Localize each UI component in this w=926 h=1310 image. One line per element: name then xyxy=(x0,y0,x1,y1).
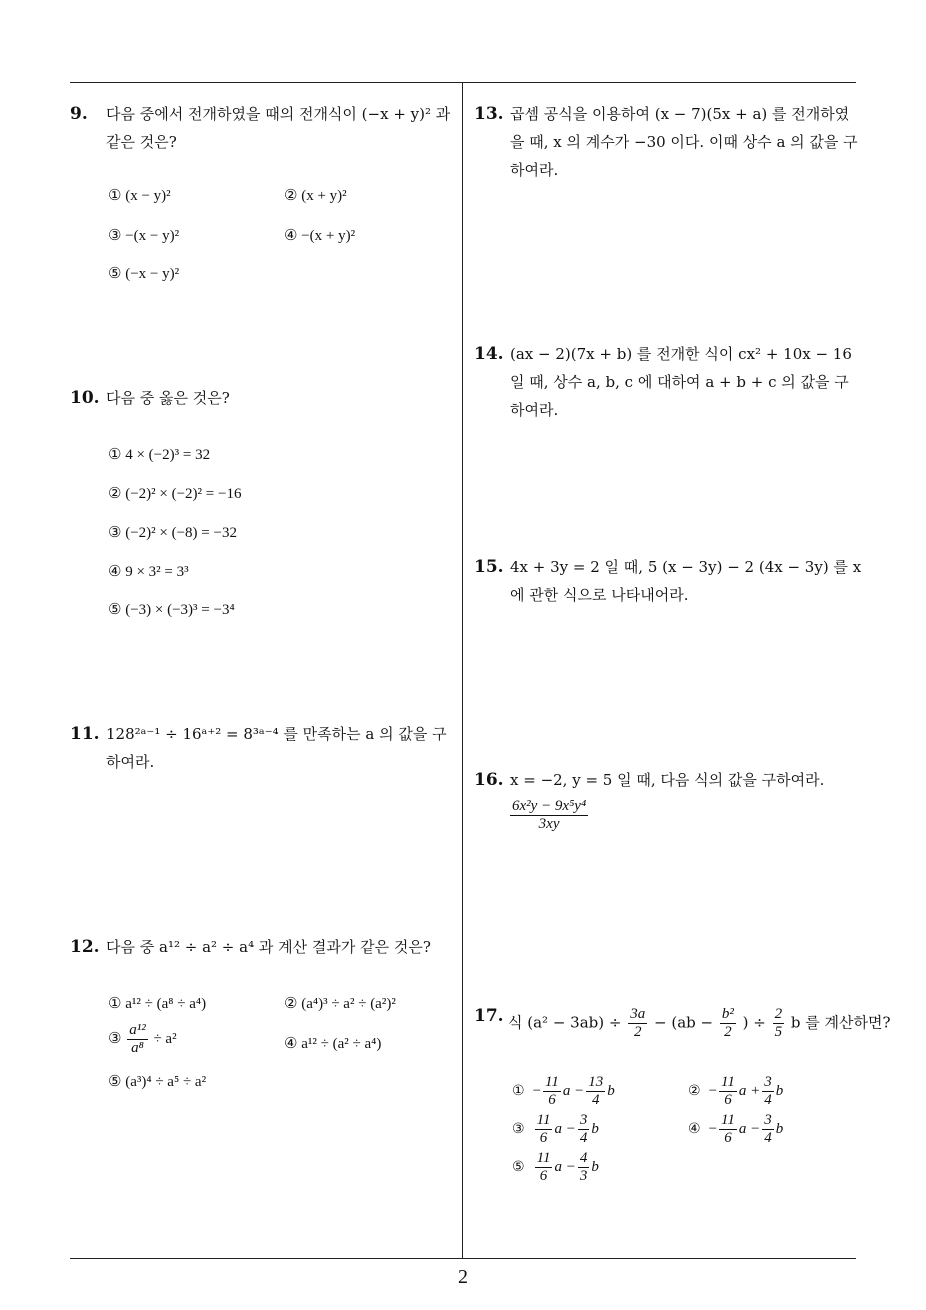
question-16 xyxy=(474,766,862,794)
fraction xyxy=(543,1074,561,1109)
question-text: 4x + 3y = 2 일 때, 5 (x − 3y) − 2 (4x − 3y) 를 x 에 관한 식으로 나타내어라. xyxy=(510,558,862,604)
fraction xyxy=(628,1006,647,1041)
option-2[interactable]: ② (a⁴)³ ÷ a² ÷ (a²)² xyxy=(284,996,396,1012)
fraction-denominator: 4 xyxy=(764,1092,772,1108)
fraction-numerator: 3 xyxy=(579,1112,588,1128)
fraction xyxy=(127,1022,148,1057)
option-head: ③ xyxy=(108,1030,122,1047)
fraction-numerator: a¹² xyxy=(129,1022,146,1038)
option-4[interactable]: ④ a¹² ÷ (a² ÷ a⁴) xyxy=(284,1036,382,1052)
question-text: 128²ᵃ⁻¹ ÷ 16ᵃ⁺² = 8³ᵃ⁻⁴ 를 만족하는 a 의 값을 구하여라. xyxy=(106,725,447,771)
fraction-numerator: 6x²y − 9x⁵y⁴ xyxy=(512,798,587,814)
text-part: a − xyxy=(738,1120,761,1137)
fraction-denominator: 5 xyxy=(774,1024,783,1040)
option-3[interactable]: ③ (−2)² × (−8) = −32 xyxy=(108,525,237,541)
question-number: 17. xyxy=(474,1006,504,1026)
fraction xyxy=(720,1006,736,1041)
question-number: 14. xyxy=(474,344,504,364)
option-4[interactable]: ④ −(x + y)² xyxy=(284,228,356,244)
option-5[interactable]: ⑤ (a³)⁴ ÷ a⁵ ÷ a² xyxy=(108,1074,207,1090)
fraction-denominator: 4 xyxy=(764,1130,772,1146)
fraction-denominator: 6 xyxy=(724,1130,732,1146)
option-rest: ÷ a² xyxy=(153,1030,177,1047)
option-5[interactable]: ⑤ (−x − y)² xyxy=(108,266,180,282)
sign: − xyxy=(708,1082,718,1099)
column-divider xyxy=(462,82,463,1259)
option-4[interactable]: ④ 9 × 3² = 3³ xyxy=(108,564,189,580)
fraction-numerator: 3 xyxy=(764,1074,772,1090)
fraction xyxy=(719,1074,737,1109)
fraction xyxy=(762,1112,774,1147)
question-number: 11. xyxy=(70,724,100,744)
bottom-rule xyxy=(70,1258,856,1259)
option-3[interactable] xyxy=(108,1022,177,1057)
sign: − xyxy=(708,1120,718,1137)
fraction-denominator: 2 xyxy=(724,1024,732,1040)
text-part: b xyxy=(775,1082,784,1099)
question-text: (ax − 2)(7x + b) 를 전개한 식이 cx² + 10x − 16 일 때, 상수 a, b, c 에 대하여 a + b + c 의 값을 구하여라. xyxy=(510,345,852,419)
option-5[interactable] xyxy=(512,1150,599,1185)
question-text xyxy=(508,1006,891,1041)
question-text: 곱셈 공식을 이용하여 (x − 7)(5x + a) 를 전개하였을 때, x 의 계수가 −30 이다. 이때 상수 a 의 값을 구하여라. xyxy=(510,105,858,179)
text-part: a − xyxy=(554,1158,576,1175)
question-number: 12. xyxy=(70,937,100,957)
page-number: 2 xyxy=(458,1266,468,1288)
fraction-denominator: 4 xyxy=(592,1092,600,1108)
expression xyxy=(508,798,590,833)
fraction-numerator: 4 xyxy=(579,1150,588,1166)
option-head: ④ xyxy=(688,1120,701,1137)
fraction-numerator: b² xyxy=(721,1006,734,1022)
option-head: ① xyxy=(512,1082,525,1099)
sign: − xyxy=(532,1082,542,1099)
fraction-denominator: 6 xyxy=(548,1092,556,1108)
fraction xyxy=(762,1074,774,1109)
option-4[interactable] xyxy=(688,1112,783,1147)
fraction-numerator: 3a xyxy=(630,1006,646,1022)
text-part: 식 (a² − 3ab) ÷ xyxy=(508,1013,622,1032)
option-head: ⑤ xyxy=(512,1158,525,1175)
option-2[interactable]: ② (−2)² × (−2)² = −16 xyxy=(108,486,242,502)
fraction-denominator: 6 xyxy=(724,1092,732,1108)
option-1[interactable] xyxy=(512,1074,615,1109)
question-number: 16. xyxy=(474,770,504,790)
text-part: − (ab − xyxy=(654,1013,714,1032)
option-5[interactable]: ⑤ (−3) × (−3)³ = −3⁴ xyxy=(108,602,235,618)
fraction xyxy=(773,1006,785,1041)
question-11 xyxy=(70,720,458,776)
question-12 xyxy=(70,933,458,961)
question-number: 13. xyxy=(474,104,504,124)
fraction xyxy=(578,1112,590,1147)
fraction-denominator: 6 xyxy=(539,1168,548,1184)
option-2[interactable]: ② (x + y)² xyxy=(284,188,347,204)
text-part: b 를 계산하면? xyxy=(790,1013,891,1032)
question-10 xyxy=(70,384,458,412)
fraction-denominator: 6 xyxy=(539,1130,548,1146)
text-part: b xyxy=(775,1120,784,1137)
question-text: x = −2, y = 5 일 때, 다음 식의 값을 구하여라. xyxy=(510,771,825,789)
question-text: 다음 중에서 전개하였을 때의 전개식이 (−x + y)² 과 같은 것은? xyxy=(106,105,451,151)
question-text: 다음 중 a¹² ÷ a² ÷ a⁴ 과 계산 결과가 같은 것은? xyxy=(106,938,431,956)
option-3[interactable] xyxy=(512,1112,599,1147)
question-9 xyxy=(70,100,458,156)
fraction-numerator: 11 xyxy=(721,1112,735,1128)
option-2[interactable] xyxy=(688,1074,783,1109)
text-part: a + xyxy=(738,1082,761,1099)
fraction xyxy=(586,1074,605,1109)
fraction-denominator: a⁸ xyxy=(131,1040,144,1056)
fraction-numerator: 11 xyxy=(721,1074,735,1090)
text-part: b xyxy=(591,1120,599,1137)
fraction-numerator: 3 xyxy=(764,1112,772,1128)
text-part: b xyxy=(607,1082,615,1099)
fraction xyxy=(510,798,588,833)
fraction-denominator: 2 xyxy=(633,1024,642,1040)
option-3[interactable]: ③ −(x − y)² xyxy=(108,228,180,244)
option-1[interactable]: ① (x − y)² xyxy=(108,188,171,204)
question-number: 9. xyxy=(70,104,88,124)
fraction-numerator: 11 xyxy=(545,1074,559,1090)
question-text: 다음 중 옳은 것은? xyxy=(106,389,230,407)
fraction-numerator: 13 xyxy=(588,1074,604,1090)
fraction xyxy=(719,1112,737,1147)
fraction-denominator: 4 xyxy=(579,1130,588,1146)
text-part: a − xyxy=(562,1082,585,1099)
option-head: ③ xyxy=(512,1120,525,1137)
question-14 xyxy=(474,340,862,424)
question-15 xyxy=(474,553,862,609)
question-number: 10. xyxy=(70,388,100,408)
text-part: a − xyxy=(554,1120,576,1137)
question-number: 15. xyxy=(474,557,504,577)
option-1[interactable]: ① 4 × (−2)³ = 32 xyxy=(108,447,211,463)
fraction-denominator: 3 xyxy=(579,1168,588,1184)
fraction-numerator: 11 xyxy=(536,1150,551,1166)
fraction-numerator: 11 xyxy=(536,1112,551,1128)
option-head: ② xyxy=(688,1082,701,1099)
question-13 xyxy=(474,100,862,184)
option-1[interactable]: ① a¹² ÷ (a⁸ ÷ a⁴) xyxy=(108,996,207,1012)
fraction xyxy=(578,1150,590,1185)
fraction-denominator: 3xy xyxy=(538,816,560,832)
text-part: b xyxy=(591,1158,599,1175)
fraction xyxy=(535,1112,553,1147)
fraction-numerator: 2 xyxy=(774,1006,783,1022)
fraction xyxy=(535,1150,553,1185)
text-part: ) ÷ xyxy=(742,1013,766,1032)
